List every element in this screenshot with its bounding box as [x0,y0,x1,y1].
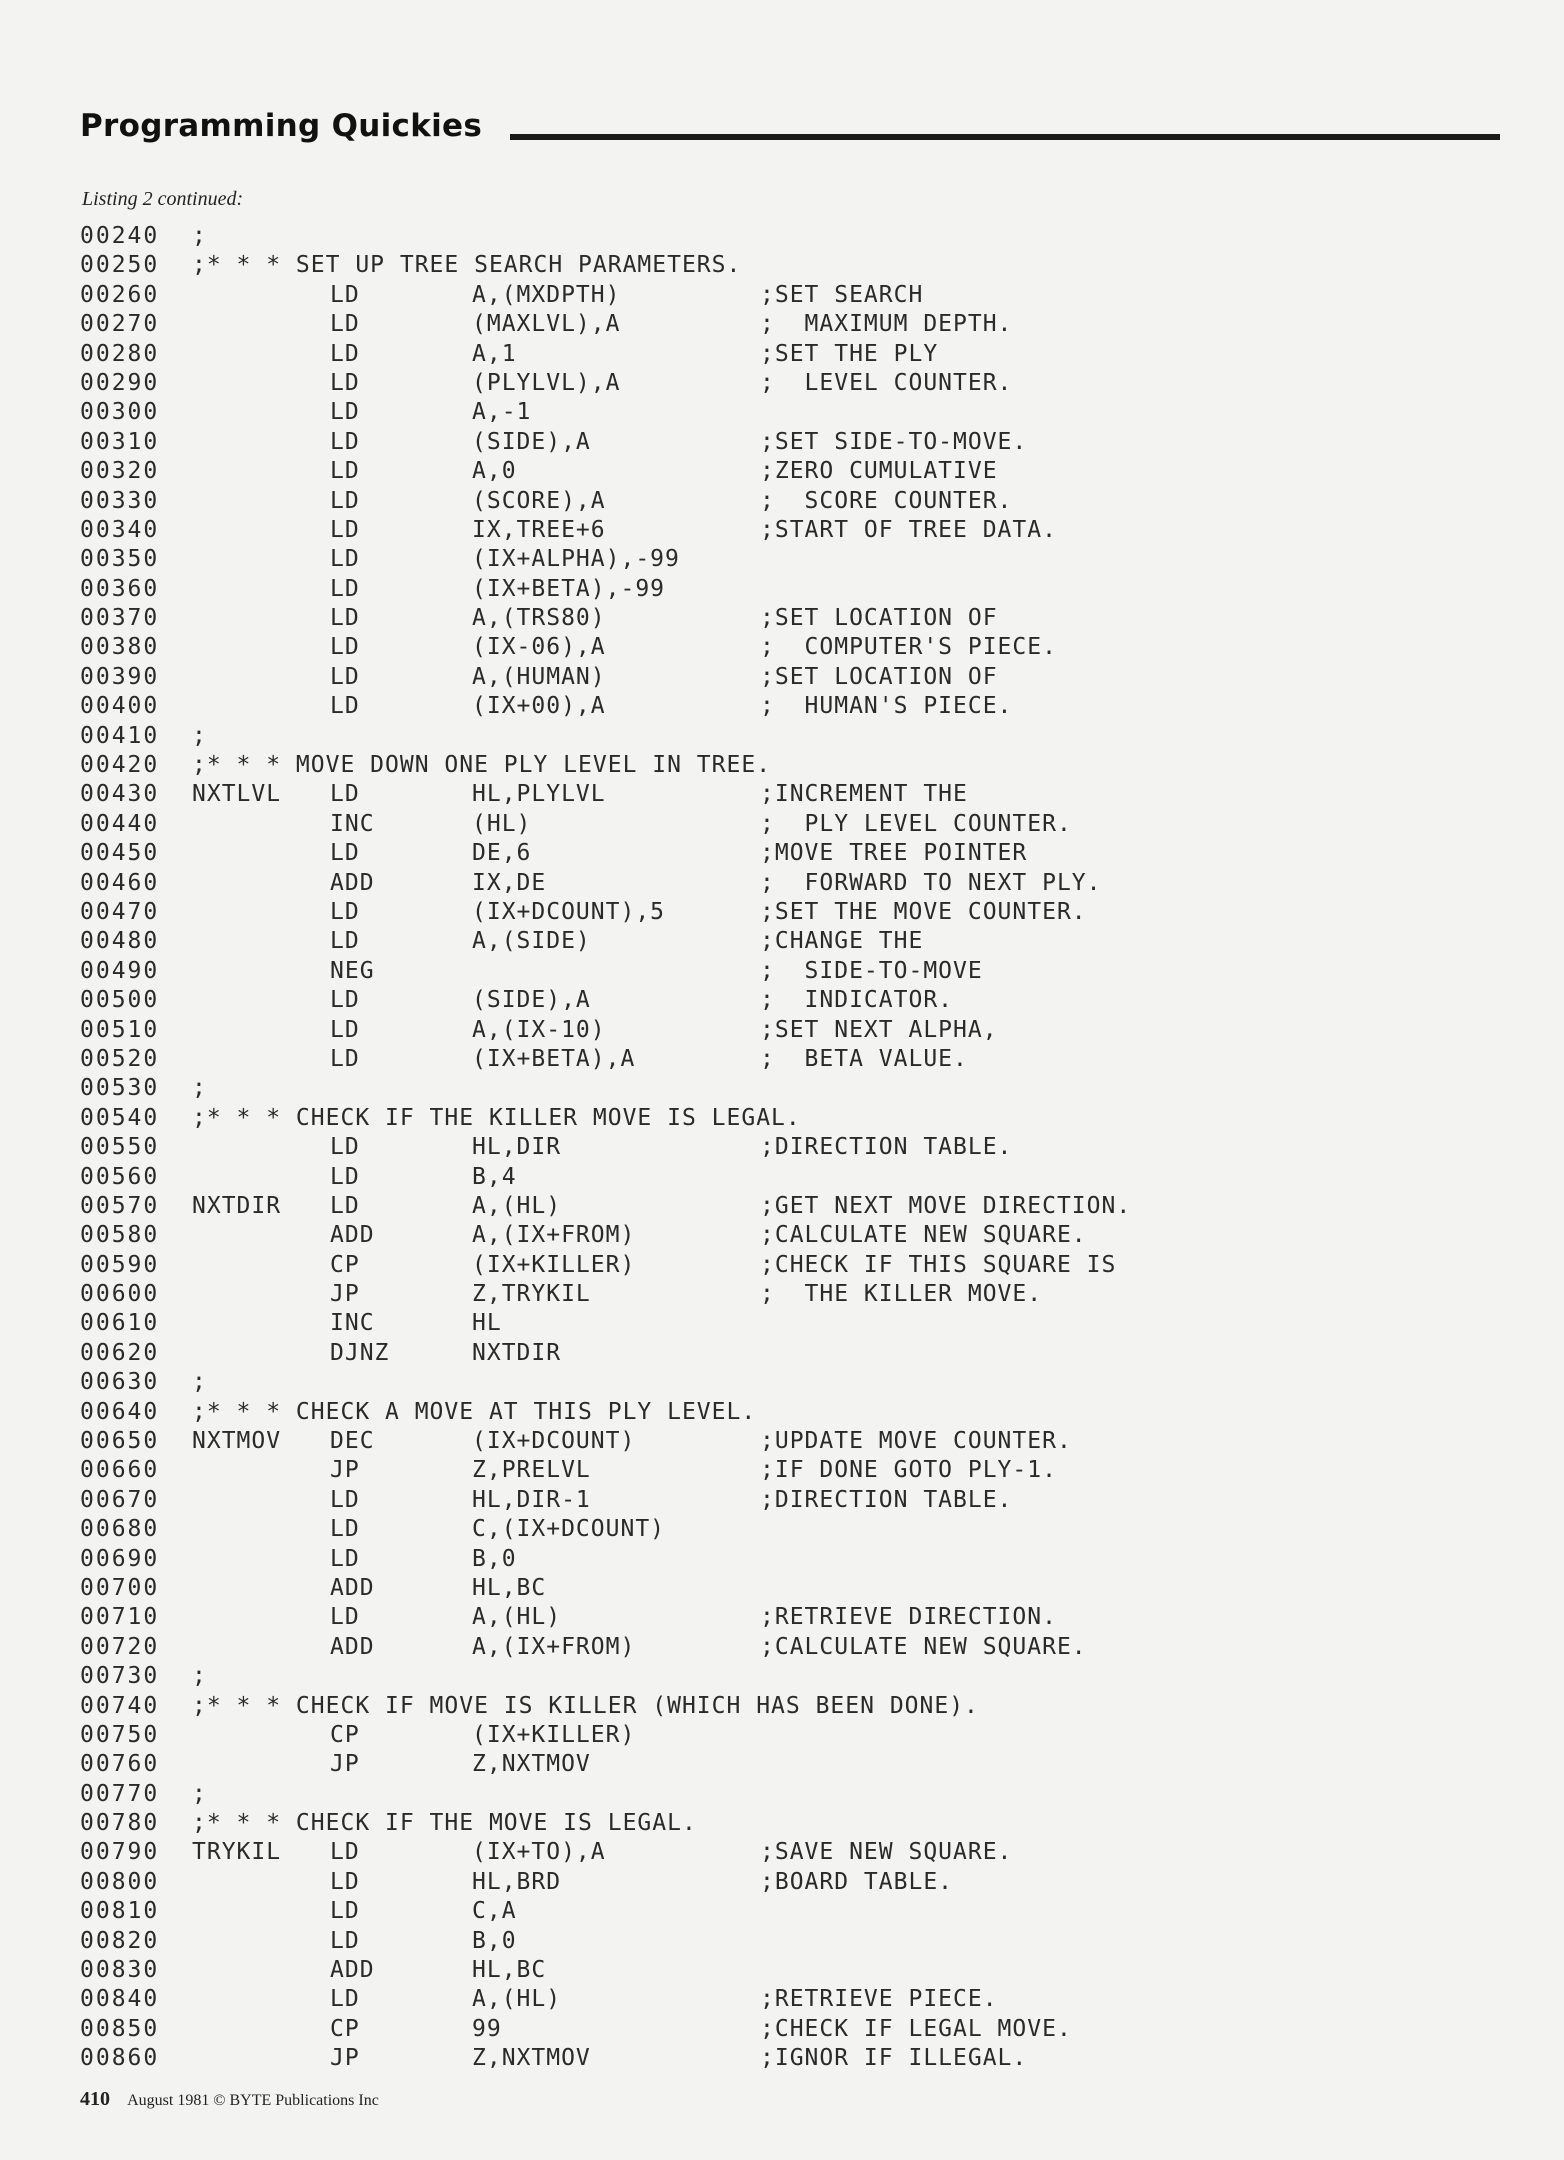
code-opcode: LD [330,340,360,367]
code-line [80,1309,1500,1338]
line-number: 00380 [80,634,160,661]
code-line [80,1486,1500,1515]
code-comment: ; PLY LEVEL COUNTER. [760,810,1072,837]
code-opcode: LD [330,428,360,455]
code-label: TRYKIL [192,1839,282,1866]
code-operand: C,(IX+DCOUNT) [472,1516,666,1543]
code-remark: ; [192,722,207,749]
line-number: 00600 [80,1281,160,1308]
code-line [80,1545,1500,1574]
code-line [80,340,1500,369]
line-number: 00500 [80,987,160,1014]
code-line [80,1045,1500,1074]
code-operand: A,(MXDPTH) [472,281,621,308]
code-line [80,1662,1500,1691]
line-number: 00440 [80,810,160,837]
code-opcode: LD [330,487,360,514]
line-number: 00290 [80,369,160,396]
code-comment: ;SET LOCATION OF [760,663,998,690]
line-number: 00760 [80,1751,160,1778]
page-footer [80,2088,379,2111]
code-remark: ; [192,1780,207,1807]
code-comment: ;ZERO CUMULATIVE [760,458,998,485]
code-comment: ; LEVEL COUNTER. [760,369,1013,396]
code-line [80,2015,1500,2044]
code-line [80,1221,1500,1250]
code-line [80,1368,1500,1397]
line-number: 00710 [80,1604,160,1631]
code-line [80,722,1500,751]
code-comment: ; HUMAN'S PIECE. [760,693,1013,720]
line-number: 00280 [80,340,160,367]
code-comment: ; BETA VALUE. [760,1045,968,1072]
code-opcode: LD [330,1192,360,1219]
code-line [80,1104,1500,1133]
code-operand: 99 [472,2015,502,2042]
code-comment: ;IF DONE GOTO PLY-1. [760,1457,1057,1484]
code-comment: ;CALCULATE NEW SQUARE. [760,1222,1087,1249]
code-operand: A,-1 [472,399,532,426]
code-line [80,1868,1500,1897]
code-line [80,1515,1500,1544]
line-number: 00520 [80,1045,160,1072]
code-comment: ; SCORE COUNTER. [760,487,1013,514]
code-label: NXTDIR [192,1192,282,1219]
code-line [80,1192,1500,1221]
code-opcode: LD [330,781,360,808]
code-line [80,2044,1500,2073]
code-opcode: LD [330,281,360,308]
code-operand: B,0 [472,1545,517,1572]
code-operand: A,(IX-10) [472,1016,606,1043]
code-opcode: LD [330,516,360,543]
code-line [80,575,1500,604]
code-remark: ; [192,223,207,249]
code-line [80,310,1500,339]
code-comment: ;SAVE NEW SQUARE. [760,1839,1013,1866]
code-comment: ;RETRIEVE DIRECTION. [760,1604,1057,1631]
line-number: 00730 [80,1663,160,1690]
code-opcode: LD [330,1927,360,1954]
code-opcode: LD [330,663,360,690]
code-line [80,545,1500,574]
code-line [80,927,1500,956]
line-number: 00750 [80,1721,160,1748]
code-comment: ;IGNOR IF ILLEGAL. [760,2045,1028,2072]
code-comment: ;CALCULATE NEW SQUARE. [760,1633,1087,1660]
line-number: 00260 [80,281,160,308]
code-operand: DE,6 [472,840,532,867]
code-operand: HL,PLYLVL [472,781,606,808]
code-line [80,1780,1500,1809]
code-listing [80,222,1500,2074]
line-number: 00820 [80,1927,160,1954]
code-opcode: ADD [330,869,375,896]
line-number: 00700 [80,1574,160,1601]
code-comment: ;DIRECTION TABLE. [760,1486,1013,1513]
code-comment: ;GET NEXT MOVE DIRECTION. [760,1192,1132,1219]
code-operand: B,0 [472,1927,517,1954]
code-operand: HL,BC [472,1957,547,1984]
line-number: 00630 [80,1369,160,1396]
line-number: 00680 [80,1516,160,1543]
code-opcode: LD [330,1839,360,1866]
code-opcode: LD [330,575,360,602]
code-opcode: LD [330,1486,360,1513]
code-opcode: JP [330,1281,360,1308]
code-remark: ; [192,1663,207,1690]
code-comment: ;RETRIEVE PIECE. [760,1986,998,2013]
code-operand: (IX+DCOUNT) [472,1428,636,1455]
line-number: 00770 [80,1780,160,1807]
code-line [80,663,1500,692]
code-operand: A,(HUMAN) [472,663,606,690]
code-opcode: LD [330,546,360,573]
line-number: 00390 [80,663,160,690]
code-operand: Z,NXTMOV [472,2045,591,2072]
code-line [80,487,1500,516]
line-number: 00250 [80,252,160,279]
code-operand: HL,DIR [472,1134,562,1161]
code-comment: ; SIDE-TO-MOVE [760,957,983,984]
line-number: 00640 [80,1398,160,1425]
code-operand: (IX+ALPHA),-99 [472,546,680,573]
code-operand: C,A [472,1898,517,1925]
code-opcode: NEG [330,957,375,984]
code-operand: Z,PRELVL [472,1457,591,1484]
code-operand: IX,TREE+6 [472,516,606,543]
code-line [80,1280,1500,1309]
code-operand: (SIDE),A [472,987,591,1014]
line-number: 00860 [80,2045,160,2072]
code-opcode: LD [330,1163,360,1190]
line-number: 00490 [80,957,160,984]
code-line [80,281,1500,310]
code-remark: ;* * * CHECK IF THE KILLER MOVE IS LEGAL. [192,1104,801,1131]
code-line [80,839,1500,868]
code-line [80,1927,1500,1956]
code-line [80,369,1500,398]
line-number: 00740 [80,1692,160,1719]
line-number: 00450 [80,840,160,867]
code-opcode: LD [330,987,360,1014]
line-number: 00430 [80,781,160,808]
code-comment: ;START OF TREE DATA. [760,516,1057,543]
code-line [80,604,1500,633]
line-number: 00650 [80,1428,160,1455]
line-number: 00240 [80,223,160,249]
code-line [80,1133,1500,1162]
code-line [80,1750,1500,1779]
line-number: 00660 [80,1457,160,1484]
code-opcode: LD [330,605,360,632]
code-operand: (SIDE),A [472,428,591,455]
code-remark: ;* * * MOVE DOWN ONE PLY LEVEL IN TREE. [192,752,772,779]
code-line [80,1339,1500,1368]
line-number: 00720 [80,1633,160,1660]
code-operand: NXTDIR [472,1339,562,1366]
code-opcode: LD [330,369,360,396]
code-line [80,810,1500,839]
code-operand: (IX+KILLER) [472,1721,636,1748]
code-opcode: LD [330,840,360,867]
code-opcode: LD [330,928,360,955]
line-number: 00800 [80,1868,160,1895]
code-operand: (MAXLVL),A [472,311,621,338]
code-opcode: LD [330,1516,360,1543]
line-number: 00560 [80,1163,160,1190]
code-operand: HL,DIR-1 [472,1486,591,1513]
code-comment: ;SET NEXT ALPHA, [760,1016,998,1043]
code-opcode: LD [330,1868,360,1895]
line-number: 00410 [80,722,160,749]
line-number: 00580 [80,1222,160,1249]
code-opcode: JP [330,2045,360,2072]
code-line [80,1633,1500,1662]
code-comment: ;UPDATE MOVE COUNTER. [760,1428,1072,1455]
listing-caption: Listing 2 continued: [82,188,244,210]
line-number: 00330 [80,487,160,514]
page-number: 410 [80,2088,110,2110]
code-operand: Z,NXTMOV [472,1751,591,1778]
code-operand: A,(HL) [472,1192,562,1219]
line-number: 00610 [80,1310,160,1337]
code-line [80,751,1500,780]
code-operand: HL [472,1310,502,1337]
code-line [80,1603,1500,1632]
code-comment: ; MAXIMUM DEPTH. [760,311,1013,338]
header-rule [510,134,1500,140]
code-label: NXTMOV [192,1428,282,1455]
code-operand: A,0 [472,458,517,485]
code-line [80,692,1500,721]
code-operand: (IX-06),A [472,634,606,661]
code-line [80,986,1500,1015]
code-operand: HL,BRD [472,1868,562,1895]
code-operand: (IX+00),A [472,693,606,720]
code-line [80,222,1500,251]
code-opcode: INC [330,1310,375,1337]
code-opcode: LD [330,1898,360,1925]
line-number: 00570 [80,1192,160,1219]
code-line [80,1574,1500,1603]
code-operand: A,(HL) [472,1604,562,1631]
code-opcode: ADD [330,1574,375,1601]
code-line [80,1016,1500,1045]
line-number: 00830 [80,1957,160,1984]
code-comment: ;DIRECTION TABLE. [760,1134,1013,1161]
code-comment: ;SET THE MOVE COUNTER. [760,898,1087,925]
code-operand: A,1 [472,340,517,367]
code-comment: ;SET LOCATION OF [760,605,998,632]
code-comment: ;INCREMENT THE [760,781,968,808]
code-remark: ; [192,1369,207,1396]
line-number: 00840 [80,1986,160,2013]
code-opcode: JP [330,1457,360,1484]
code-comment: ; COMPUTER'S PIECE. [760,634,1057,661]
page-header [80,108,1500,148]
line-number: 00510 [80,1016,160,1043]
code-comment: ;CHECK IF THIS SQUARE IS [760,1251,1117,1278]
code-line [80,898,1500,927]
code-line [80,1398,1500,1427]
code-comment: ; INDICATOR. [760,987,954,1014]
code-opcode: JP [330,1751,360,1778]
code-line [80,1163,1500,1192]
code-remark: ;* * * CHECK IF MOVE IS KILLER (WHICH HAS BEEN DONE). [192,1692,979,1719]
code-line [80,428,1500,457]
line-number: 00780 [80,1810,160,1837]
line-number: 00340 [80,516,160,543]
code-operand: (SCORE),A [472,487,606,514]
section-title: Programming Quickies [80,108,483,144]
line-number: 00850 [80,2015,160,2042]
line-number: 00400 [80,693,160,720]
code-comment: ;BOARD TABLE. [760,1868,954,1895]
code-opcode: ADD [330,1633,375,1660]
code-remark: ;* * * SET UP TREE SEARCH PARAMETERS. [192,252,742,279]
code-remark: ;* * * CHECK IF THE MOVE IS LEGAL. [192,1810,697,1837]
code-comment: ; THE KILLER MOVE. [760,1281,1043,1308]
code-opcode: DEC [330,1428,375,1455]
line-number: 00350 [80,546,160,573]
line-number: 00810 [80,1898,160,1925]
code-remark: ; [192,1075,207,1102]
code-opcode: ADD [330,1957,375,1984]
line-number: 00460 [80,869,160,896]
code-opcode: LD [330,898,360,925]
line-number: 00300 [80,399,160,426]
code-opcode: INC [330,810,375,837]
code-opcode: LD [330,1134,360,1161]
code-opcode: LD [330,634,360,661]
line-number: 00480 [80,928,160,955]
code-comment: ;SET SIDE-TO-MOVE. [760,428,1028,455]
code-operand: A,(SIDE) [472,928,591,955]
code-opcode: LD [330,1604,360,1631]
code-remark: ;* * * CHECK A MOVE AT THIS PLY LEVEL. [192,1398,757,1425]
code-line [80,1897,1500,1926]
line-number: 00470 [80,898,160,925]
code-operand: IX,DE [472,869,547,896]
code-opcode: LD [330,458,360,485]
code-operand: A,(IX+FROM) [472,1633,636,1660]
code-line [80,1074,1500,1103]
code-comment: ;SET THE PLY [760,340,939,367]
code-opcode: DJNZ [330,1339,390,1366]
line-number: 00420 [80,752,160,779]
code-line [80,957,1500,986]
code-label: NXTLVL [192,781,282,808]
line-number: 00670 [80,1486,160,1513]
code-operand: (IX+BETA),A [472,1045,636,1072]
line-number: 00540 [80,1104,160,1131]
code-operand: HL,BC [472,1574,547,1601]
code-opcode: LD [330,1016,360,1043]
code-operand: (PLYLVL),A [472,369,621,396]
line-number: 00320 [80,458,160,485]
code-opcode: LD [330,311,360,338]
code-line [80,1721,1500,1750]
line-number: 00270 [80,311,160,338]
line-number: 00790 [80,1839,160,1866]
code-opcode: LD [330,1045,360,1072]
code-opcode: LD [330,1545,360,1572]
line-number: 00360 [80,575,160,602]
code-line [80,251,1500,280]
code-line [80,1809,1500,1838]
code-operand: (IX+TO),A [472,1839,606,1866]
code-line [80,869,1500,898]
code-line [80,1692,1500,1721]
code-comment: ;SET SEARCH [760,281,924,308]
code-comment: ;CHECK IF LEGAL MOVE. [760,2015,1072,2042]
code-opcode: CP [330,1251,360,1278]
code-line [80,780,1500,809]
line-number: 00370 [80,605,160,632]
code-line [80,633,1500,662]
code-line [80,1251,1500,1280]
code-opcode: CP [330,1721,360,1748]
code-operand: B,4 [472,1163,517,1190]
code-comment: ; FORWARD TO NEXT PLY. [760,869,1102,896]
code-operand: A,(IX+FROM) [472,1222,636,1249]
code-operand: A,(HL) [472,1986,562,2013]
code-operand: (IX+KILLER) [472,1251,636,1278]
line-number: 00310 [80,428,160,455]
code-operand: Z,TRYKIL [472,1281,591,1308]
code-line [80,1956,1500,1985]
code-comment: ;CHANGE THE [760,928,924,955]
code-line [80,516,1500,545]
code-opcode: LD [330,1986,360,2013]
code-operand: (IX+DCOUNT),5 [472,898,666,925]
line-number: 00590 [80,1251,160,1278]
code-operand: (HL) [472,810,532,837]
code-line [80,457,1500,486]
code-opcode: LD [330,399,360,426]
code-opcode: LD [330,693,360,720]
code-line [80,1427,1500,1456]
code-operand: (IX+BETA),-99 [472,575,666,602]
code-line [80,1456,1500,1485]
footer-text: August 1981 © BYTE Publications Inc [127,2092,379,2109]
code-line [80,398,1500,427]
line-number: 00620 [80,1339,160,1366]
code-operand: A,(TRS80) [472,605,606,632]
line-number: 00530 [80,1075,160,1102]
code-opcode: CP [330,2015,360,2042]
line-number: 00550 [80,1134,160,1161]
line-number: 00690 [80,1545,160,1572]
code-opcode: ADD [330,1222,375,1249]
code-comment: ;MOVE TREE POINTER [760,840,1028,867]
code-line [80,1838,1500,1867]
code-line [80,1985,1500,2014]
